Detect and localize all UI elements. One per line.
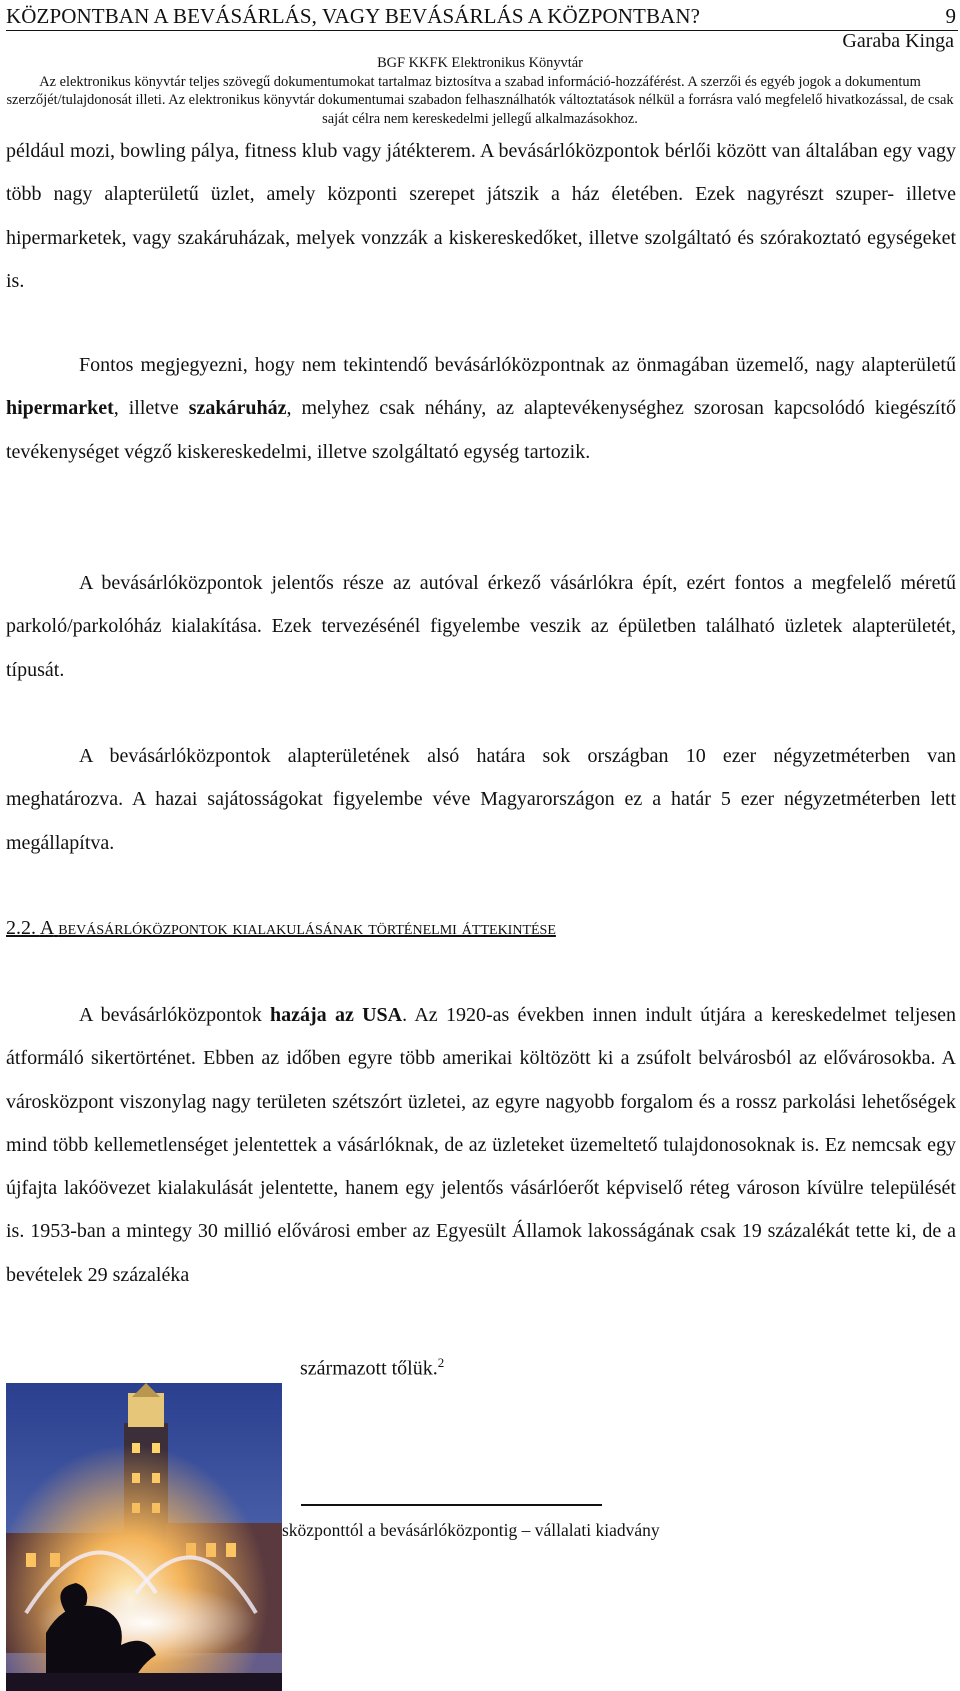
footnote-reference: 2 xyxy=(437,1355,445,1370)
paragraph-5-text-a: A bevásárlóközpontok xyxy=(79,1004,270,1026)
paragraph-3: A bevásárlóközpontok jelentős része az autóval érkező vásárlókra épít, ezért fontos a megfelelő méretű parkoló/parkolóház kialakítása. Ezek tervezésénél figyelembe veszik az épületben található üzletek alapterületét, típusát. xyxy=(6,572,956,681)
shopping-center-photo xyxy=(6,1383,282,1691)
running-title: KÖZPONTBAN A BEVÁSÁRLÁS, VAGY BEVÁSÁRLÁS A KÖZPONTBAN? xyxy=(6,4,701,28)
author-name: Garaba Kinga xyxy=(842,30,954,52)
bold-term-hazaja: hazája az USA xyxy=(270,1004,403,1026)
page-number: 9 xyxy=(945,4,956,28)
paragraph-2-text-a: Fontos megjegyezni, hogy nem tekintendő bevásárlóközpontnak az önmagában üzemelő, nagy alapterületű xyxy=(79,354,956,376)
paragraph-2 xyxy=(6,344,956,474)
footnote-separator xyxy=(301,1504,602,1506)
notice-title: BGF KKFK Elektronikus Könyvtár xyxy=(377,55,583,71)
running-header xyxy=(6,4,958,31)
section-heading xyxy=(6,915,556,941)
paragraph-5-last-line xyxy=(300,1350,444,1382)
section-number: 2.2. xyxy=(6,917,36,939)
paragraph-2-text-c: , melyhez csak néhány, az alaptevékenységhez szorosan kapcsolódó kiegészítő tevékenységet végző kiskereskedelmi, illetve szolgáltató egység tartozik. xyxy=(6,397,957,463)
section-title: bevásárlóközpontok kialakulásának történelmi áttekintése xyxy=(58,917,556,939)
notice-body: Az elektronikus könyvtár teljes szövegű dokumentumokat tartalmaz biztosítva a szabad információ-hozzáférést. A szerzői és egyéb jogok a dokumentum szerzőjét/tulajdonosát illeti. Az elektronikus könyvtár dokumentumai szabadon felhasználhatók változtatások nélkül a forrásra való megfelelő hivatkozással, de csak saját célra nem kereskedelmi jellegű alkalmazásokhoz. xyxy=(6,73,954,127)
paragraph-1: például mozi, bowling pálya, fitness klub vagy játékterem. A bevásárlóközpontok bérlői között van általában egy vagy több nagy alapterületű üzlet, amely központi szerepet játszik a ház életében. Ezek nagyrészt szuper- illetve hipermarketek, vagy szakáruházak, melyek vonzzák a kiskereskedőket, illetve szolgáltató és szórakoztató egységeket is. xyxy=(6,140,956,292)
copyright-notice xyxy=(0,54,960,128)
bold-term-hipermarket: hipermarket xyxy=(6,397,114,420)
paragraph-4: A bevásárlóközpontok alapterületének alsó határa sok országban 10 ezer négyzetméterben van meghatározva. A hazai sajátosságokat figyelembe véve Magyarországon ez a határ 5 ezer négyzetméterben lett megállapítva. xyxy=(6,745,956,854)
paragraph-2-text-b: , illetve xyxy=(113,397,189,420)
paragraph-5 xyxy=(6,994,956,1297)
last-line-text: származott tőlük. xyxy=(300,1357,438,1380)
section-first-letter: A xyxy=(39,917,54,939)
bold-term-szakaruhaz: szakáruház xyxy=(188,397,287,420)
footnote-text: sközponttól a bevásárlóközpontig – vállalati kiadvány xyxy=(282,1520,660,1540)
paragraph-5-text-b: . Az 1920-as években innen indult útjára a kereskedelmet teljesen átformáló sikertörténet. Ebben az időben egyre több amerikai költözött ki a zsúfolt belvárosból az elővárosokba. A városközpont viszonylag nagy területen szétszórt üzletei, az egyre nagyobb forgalom és a rossz parkolási lehetőségek mind több kellemetlenséget jelentettek a vásárlóknak, de az üzleteket üzemeltető tulajdonosoknak is. Ez nemcsak egy újfajta lakóövezet kialakulását jelentette, hanem egy jelentős vásárlóerőt képviselő réteg városon kívülre települését is. 1953-ban a mintegy 30 millió elővárosi ember az Egyesült Államok lakosságának csak 19 százalékát tette ki, de a bevételek 29 százaléka xyxy=(6,1004,957,1286)
